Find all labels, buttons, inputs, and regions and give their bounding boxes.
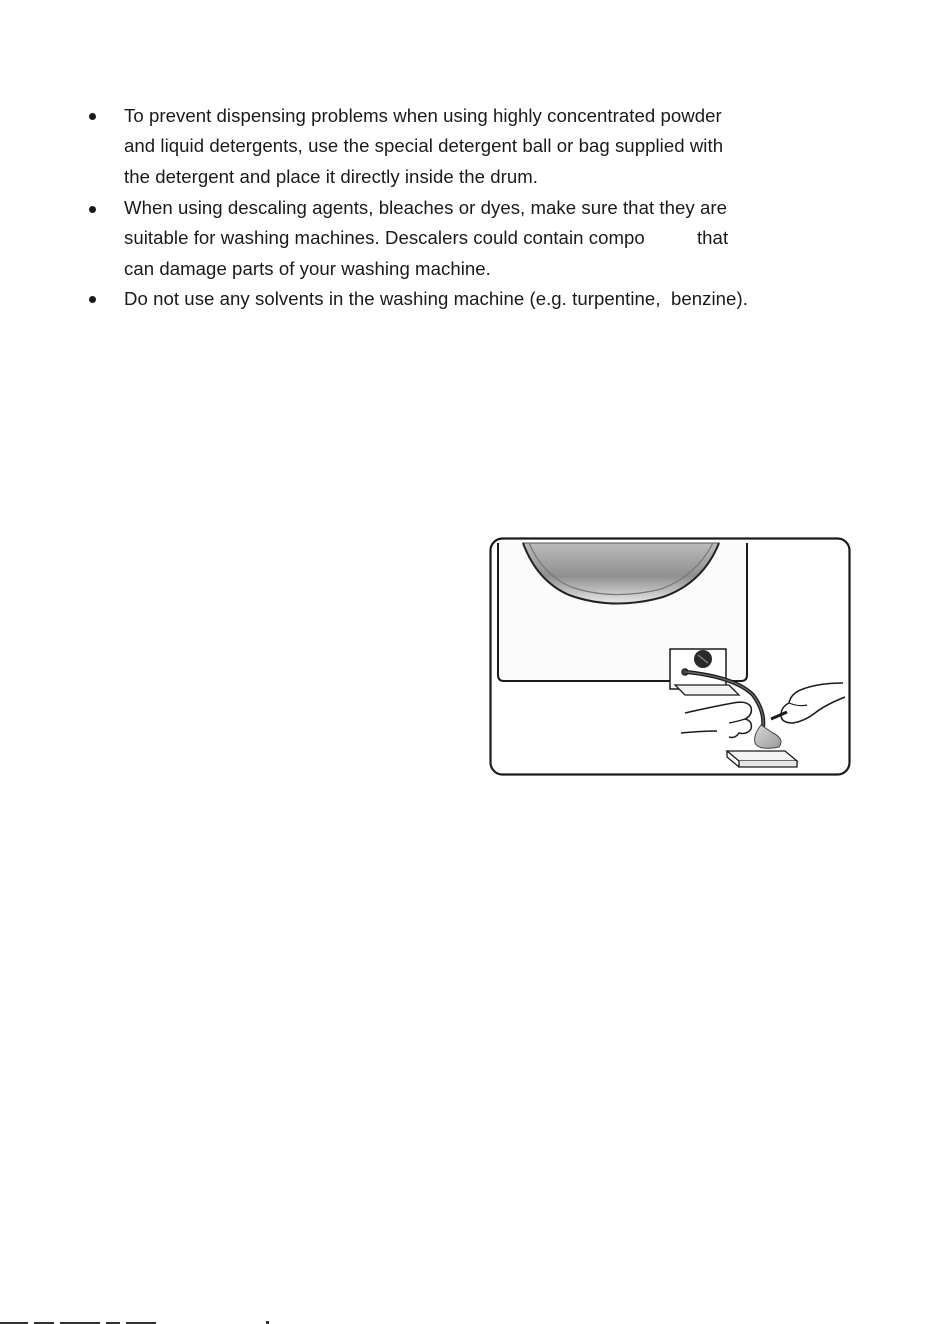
bullet-dot-icon [89, 113, 96, 120]
bullet-text-line: To prevent dispensing problems when using highly concentrated powder [124, 105, 722, 126]
bullet-dot-icon [89, 296, 96, 303]
bullet-text-line: the detergent and place it directly inside the drum. [124, 166, 538, 187]
page-edge-marks [0, 1318, 300, 1324]
bullet-text-line: and liquid detergents, use the special detergent ball or bag supplied with [124, 135, 724, 156]
bullet-text-line: can damage parts of your washing machine. [124, 258, 491, 279]
drain-pump-filter-illustration [489, 537, 851, 776]
bullet-dot-icon [89, 206, 96, 213]
drain-pump-filter-cleaning-icon [489, 537, 851, 776]
bullet-text-line: When using descaling agents, bleaches or dyes, make sure that they are [124, 197, 727, 218]
bullet-text-line: suitable for washing machines. Descalers could contain compo that [124, 227, 729, 248]
bullet-text-line: Do not use any solvents in the washing machine (e.g. turpentine, benzine). [124, 288, 748, 309]
